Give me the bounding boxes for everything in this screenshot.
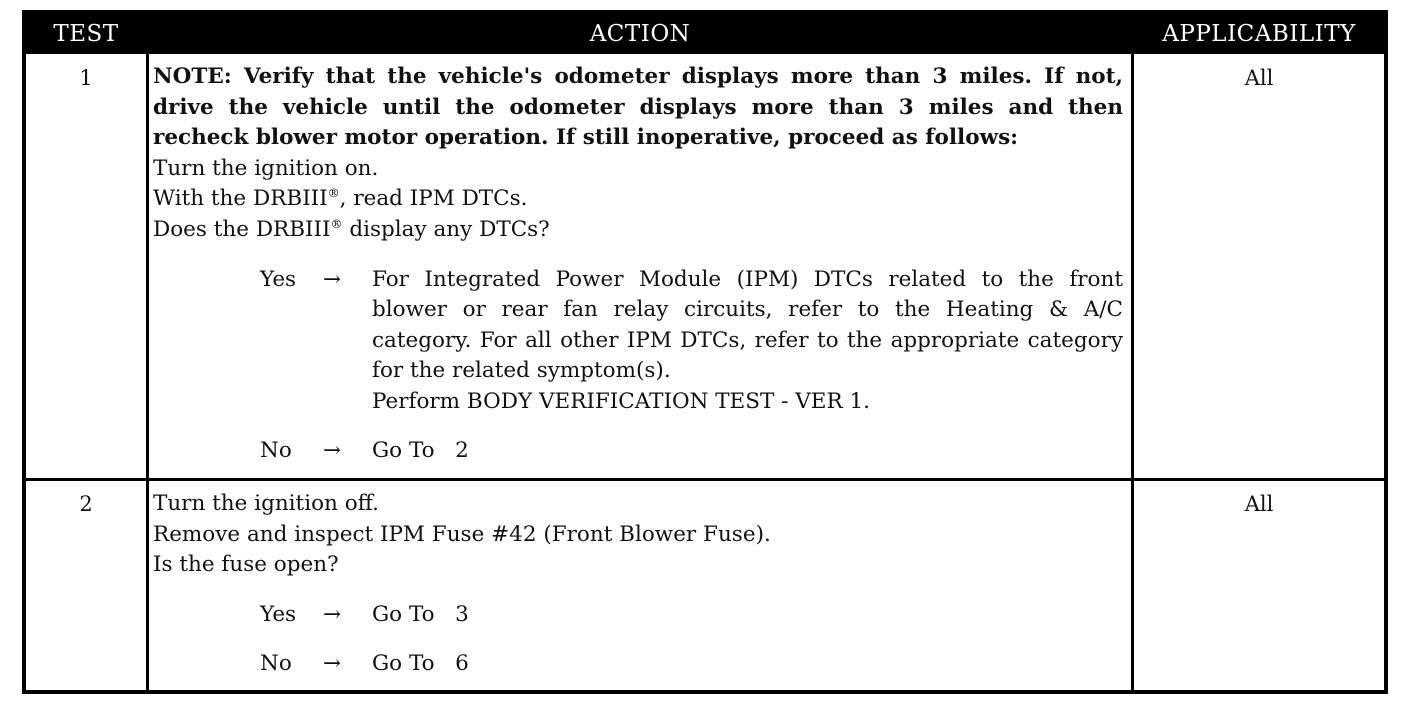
header-action: ACTION — [589, 21, 691, 47]
option-no — [153, 649, 1123, 679]
option-text: Go To 2 — [372, 437, 469, 463]
option-yes — [153, 600, 1123, 630]
action-cell-1 — [153, 62, 1123, 466]
arrow-right-icon: → — [323, 650, 342, 676]
action-cell-2 — [153, 489, 1123, 679]
option-label: No — [260, 650, 292, 676]
header-applicability: APPLICABILITY — [1162, 21, 1356, 47]
step-text: Does the DRBIII® display any DTCs? — [153, 216, 550, 242]
option-label: Yes — [260, 601, 297, 627]
test-number-1: 1 — [79, 66, 93, 90]
header-test: TEST — [53, 21, 119, 47]
applicability-1: All — [1244, 66, 1274, 90]
step-text: Is the fuse open? — [153, 552, 339, 578]
applicability-2: All — [1244, 492, 1274, 516]
option-label: Yes — [260, 266, 297, 292]
table-header — [26, 14, 1384, 54]
option-no — [153, 436, 1123, 466]
column-divider — [146, 54, 149, 694]
arrow-right-icon: → — [323, 266, 342, 292]
step-text: Turn the ignition off. — [153, 491, 379, 516]
diagnostic-test-table — [22, 10, 1388, 694]
registered-mark: ® — [327, 186, 340, 201]
row-divider — [26, 478, 1384, 481]
option-yes — [153, 265, 1123, 417]
column-divider — [1131, 54, 1134, 694]
option-text: Go To 6 — [372, 650, 469, 676]
note-text: NOTE: Verify that the vehicle's odometer displays more than 3 miles. If not, drive the vehicle until the odometer displays more than 3 miles and then recheck blower motor operation. If still inoperative, proceed as follows: — [153, 64, 1123, 151]
arrow-right-icon: → — [323, 437, 342, 463]
step-text: With the DRBIII®, read IPM DTCs. — [153, 186, 528, 212]
option-label: No — [260, 437, 292, 463]
step-text: Remove and inspect IPM Fuse #42 (Front Blower Fuse). — [153, 521, 771, 547]
test-number-2: 2 — [79, 492, 93, 516]
arrow-right-icon: → — [323, 601, 342, 627]
step-text: Turn the ignition on. — [153, 155, 379, 181]
option-text: Go To 3 — [372, 601, 469, 627]
registered-mark: ® — [330, 216, 343, 231]
option-text: For Integrated Power Module (IPM) DTCs related to the front blower or rear fan relay circuits, refer to the Heating & A/C category. For all other IPM DTCs, refer to the appropriate category for the related symptom(s). Perform BODY VERIFICATION TEST - VER 1. — [372, 266, 1123, 414]
